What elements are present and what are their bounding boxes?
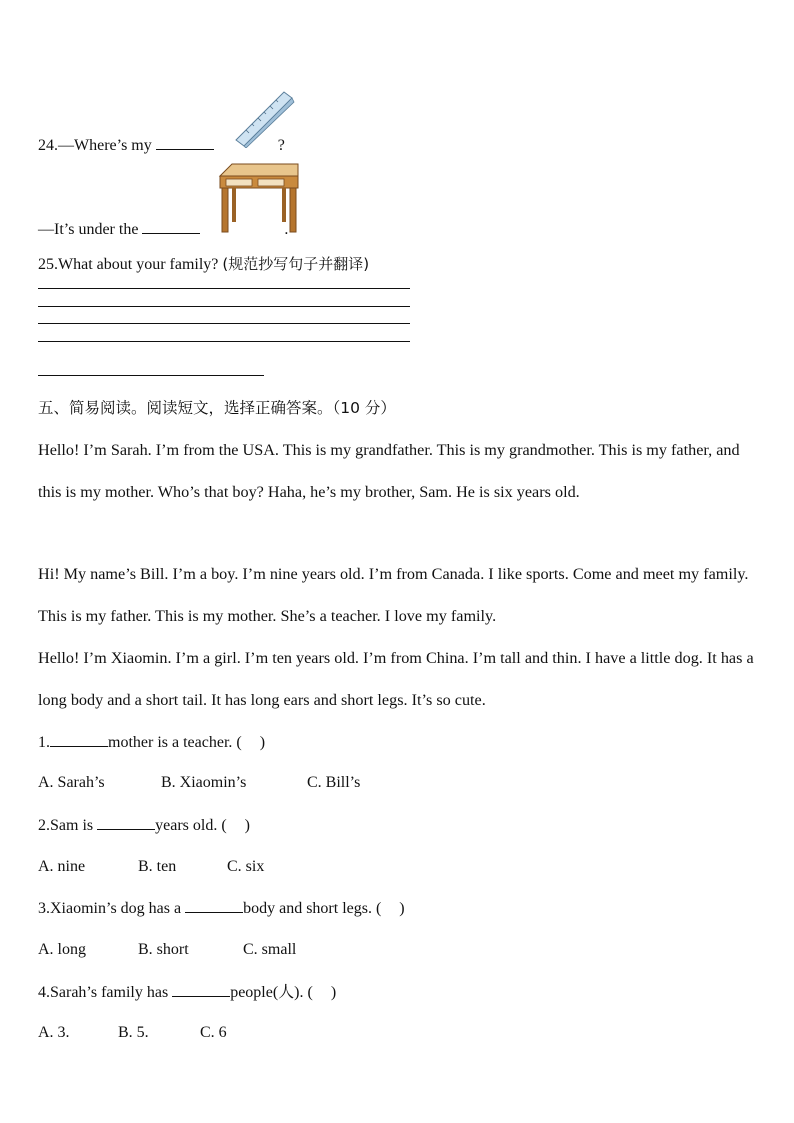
q24-line1-prefix: 24.—Where’s my	[38, 137, 152, 154]
q3-option-c[interactable]: C. small	[243, 941, 297, 958]
q25-line	[38, 254, 369, 275]
q2-option-c[interactable]: C. six	[227, 858, 265, 875]
q24-blank-1[interactable]	[156, 135, 214, 150]
question-3-close: )	[399, 900, 405, 917]
question-4-blank[interactable]	[172, 982, 230, 997]
q3-option-a[interactable]: A. long	[38, 941, 86, 958]
q3-option-b[interactable]: B. short	[138, 941, 189, 958]
question-4-options	[38, 1023, 227, 1043]
question-2-text: years old. (	[155, 817, 227, 834]
writing-line-5[interactable]	[38, 375, 264, 376]
question-3-blank[interactable]	[185, 898, 243, 913]
q2-option-b[interactable]: B. ten	[138, 858, 177, 875]
ruler-icon	[232, 88, 302, 148]
q25-instruction: (规范抄写句子并翻译)	[222, 255, 370, 273]
q1-option-c[interactable]: C. Bill’s	[307, 774, 361, 791]
passage-bill: Hi! My name’s Bill. I’m a boy. I’m nine years old. I’m from Canada. I like sports. Come and meet my family. This is my father. This is my mother. She’s a teacher. I love my family.	[38, 565, 749, 625]
question-1-text: mother is a teacher. (	[108, 734, 242, 751]
q24-line2-prefix: —It’s under the	[38, 221, 139, 238]
question-1	[38, 732, 265, 753]
q24-line-2	[38, 219, 288, 240]
q25-prompt: 25.What about your family?	[38, 256, 219, 273]
question-3-prefix: 3.Xiaomin’s dog has a	[38, 900, 186, 917]
q4-option-a[interactable]: A. 3.	[38, 1024, 70, 1041]
question-2-options	[38, 857, 264, 877]
writing-line-3[interactable]	[38, 323, 410, 324]
section-5-heading: 五、简易阅读。阅读短文，选择正确答案。（10 分）	[38, 399, 396, 417]
passage-xiaomin: Hello! I’m Xiaomin. I’m a girl. I’m ten years old. I’m from China. I’m tall and thin. I have a little dog. It has a long body and a short tail. It has long ears and short legs. It’s so cute.	[38, 649, 754, 709]
question-1-options	[38, 773, 360, 793]
question-2-close: )	[244, 817, 250, 834]
q2-option-a[interactable]: A. nine	[38, 858, 86, 875]
q24-line2-suffix: .	[284, 221, 289, 238]
q4-option-c[interactable]: C. 6	[200, 1024, 227, 1041]
q1-option-b[interactable]: B. Xiaomin’s	[161, 774, 247, 791]
q4-option-b[interactable]: B. 5.	[118, 1024, 149, 1041]
q1-option-a[interactable]: A. Sarah’s	[38, 774, 105, 791]
q24-blank-2[interactable]	[142, 219, 200, 234]
question-2-prefix: 2.Sam is	[38, 817, 98, 834]
passage-sarah: Hello! I’m Sarah. I’m from the USA. This is my grandfather. This is my grandmother. This is my father, and this is my mother. Who’s that boy? Haha, he’s my brother, Sam. He is six years old.	[38, 441, 740, 501]
question-2	[38, 815, 250, 836]
question-4-text: people(人). (	[230, 984, 313, 1001]
question-4	[38, 982, 336, 1003]
question-1-close: )	[259, 734, 266, 751]
question-1-prefix: 1.	[38, 734, 50, 751]
question-3-text: body and short legs. (	[243, 900, 382, 917]
q24-line1-suffix: ?	[277, 137, 285, 154]
question-4-close: )	[330, 984, 337, 1001]
question-3-options	[38, 940, 296, 960]
writing-line-2[interactable]	[38, 306, 410, 307]
question-2-blank[interactable]	[97, 815, 155, 830]
writing-line-1[interactable]	[38, 288, 410, 289]
question-3	[38, 898, 405, 919]
question-4-prefix: 4.Sarah’s family has	[38, 984, 173, 1001]
writing-line-4[interactable]	[38, 341, 410, 342]
question-1-blank[interactable]	[50, 732, 108, 747]
